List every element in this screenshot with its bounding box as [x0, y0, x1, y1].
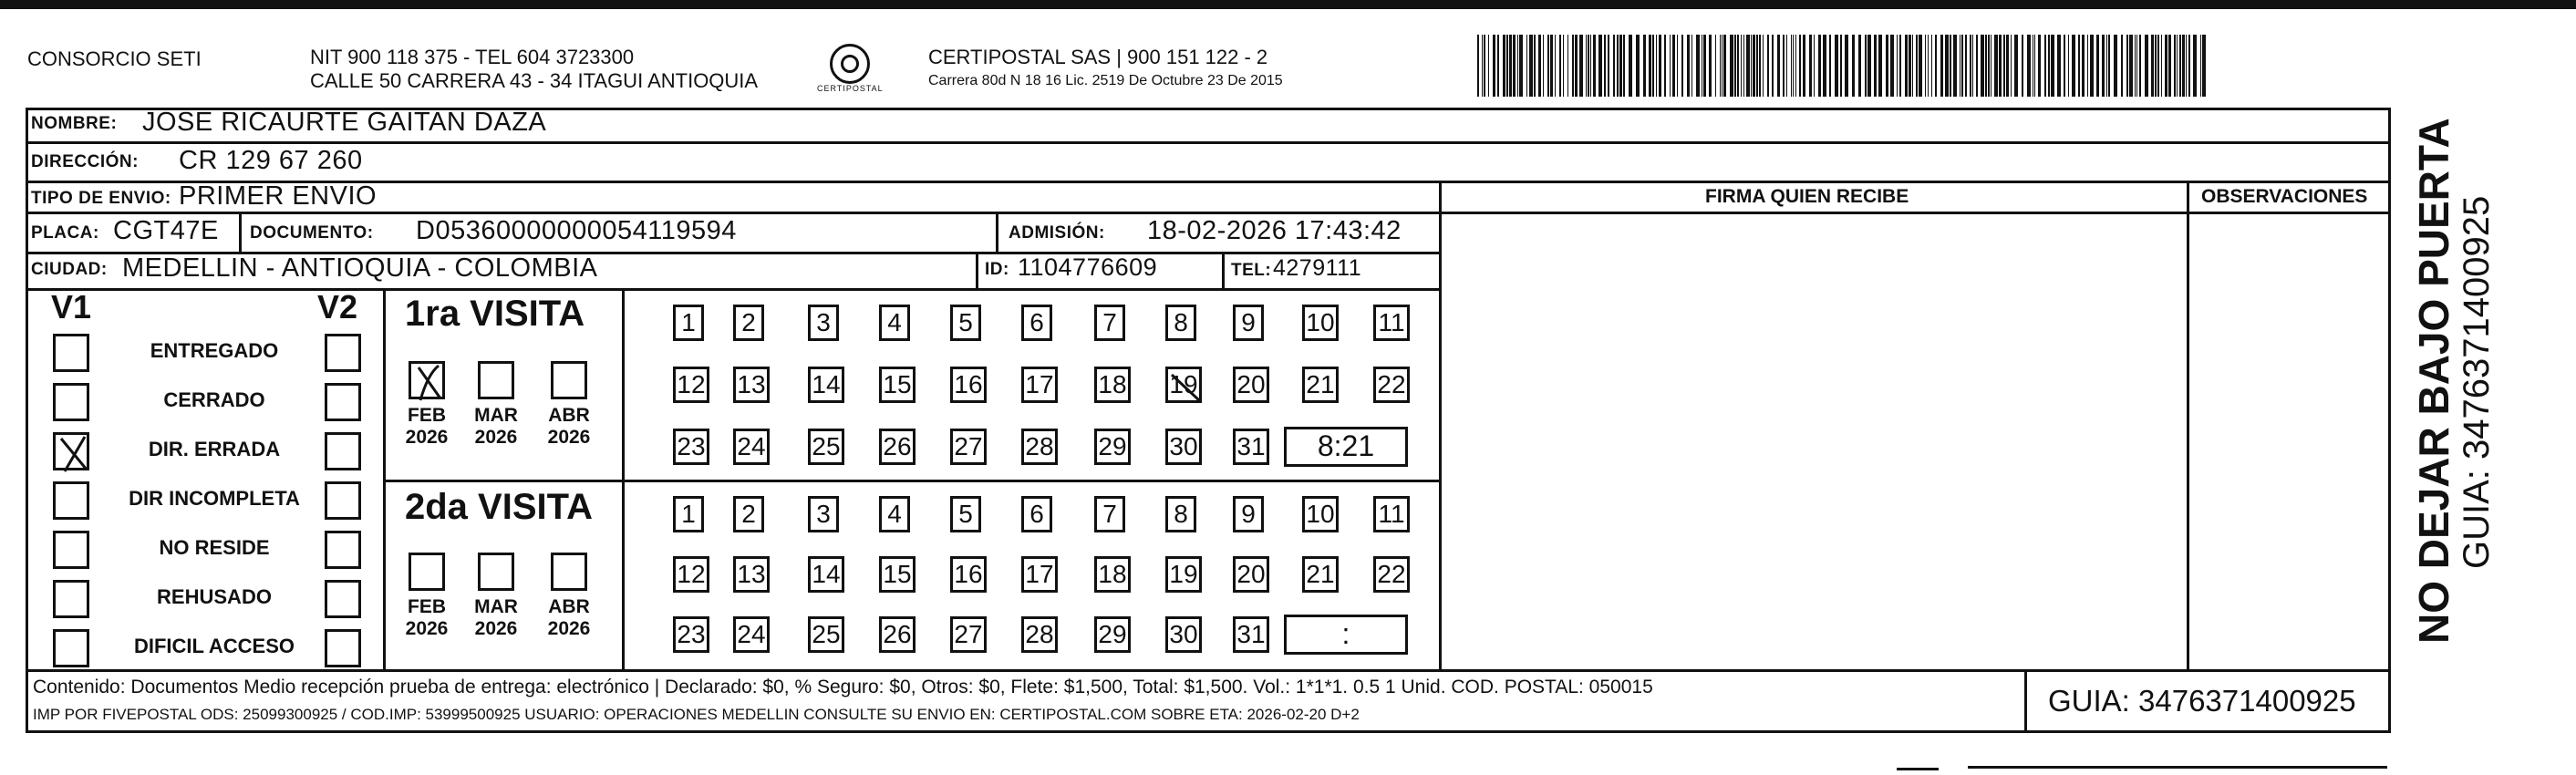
- placa-value: CGT47E: [113, 216, 219, 245]
- day-box[interactable]: 9: [1233, 496, 1264, 532]
- day-box[interactable]: 21: [1302, 367, 1339, 403]
- v2-checkbox[interactable]: [325, 432, 361, 470]
- day-box[interactable]: 5: [950, 496, 981, 532]
- day-box[interactable]: 4: [879, 305, 910, 341]
- day-box[interactable]: 28: [1021, 616, 1058, 653]
- day-box[interactable]: 28: [1021, 429, 1058, 465]
- status-reason-label: CERRADO: [163, 388, 265, 411]
- month-label: [540, 596, 598, 640]
- day-box[interactable]: 11: [1373, 305, 1410, 341]
- row-divider: [26, 181, 2391, 183]
- day-box[interactable]: 23: [673, 429, 709, 465]
- guide-form: [26, 108, 2391, 733]
- day-box[interactable]: 26: [879, 429, 916, 465]
- month-name: MAR: [474, 596, 518, 617]
- day-box[interactable]: 31: [1233, 616, 1269, 653]
- v1-checkbox[interactable]: [53, 383, 89, 421]
- day-box[interactable]: 30: [1165, 429, 1202, 465]
- day-box[interactable]: 16: [950, 556, 987, 593]
- day-box[interactable]: 30: [1165, 616, 1202, 653]
- month-checkbox[interactable]: [478, 361, 514, 399]
- v1-checkbox[interactable]: [53, 432, 89, 470]
- col-divider: [1222, 252, 1225, 288]
- month-checkbox[interactable]: [478, 553, 514, 591]
- imp-line: IMP POR FIVEPOSTAL ODS: 25099300925 / COD.IMP: 53999500925 USUARIO: OPERACIONES MEDELLIN CONSULTE SU ENVIO EN: CERTIPOSTAL.COM SOBRE ETA: 2026-02-20 D+2: [33, 706, 1360, 723]
- day-box[interactable]: 11: [1373, 496, 1410, 532]
- day-box[interactable]: 6: [1021, 305, 1052, 341]
- status-reason-label: REHUSADO: [157, 585, 272, 608]
- admision-value: 18-02-2026 17:43:42: [1147, 216, 1402, 245]
- month-year: 2026: [474, 427, 518, 448]
- row-divider: [26, 141, 2391, 144]
- day-box[interactable]: 25: [808, 616, 844, 653]
- first-visit-title: 1ra VISITA: [405, 294, 585, 334]
- status-reason-label: DIFICIL ACCESO: [133, 635, 295, 657]
- month-year: 2026: [474, 618, 518, 639]
- documento-label: DOCUMENTO:: [250, 223, 374, 243]
- month-checkbox[interactable]: [409, 553, 445, 591]
- v1-checkbox[interactable]: [53, 629, 89, 667]
- day-box[interactable]: 19: [1165, 367, 1202, 403]
- tel-label: TEL:: [1231, 261, 1272, 280]
- ciudad-label: CIUDAD:: [31, 260, 108, 279]
- contenido-line: Contenido: Documentos Medio recepción prueba de entrega: electrónico | Declarado: $0, % Seguro: $0, Otros: $0, Flete: $1,500, Total: $1,500. Vol.: 1*1*1. 0.5 1 Unid. COD. POSTAL: 050015: [33, 677, 1653, 698]
- v1-checkbox[interactable]: [53, 481, 89, 520]
- day-box[interactable]: 19: [1165, 556, 1202, 593]
- month-label: [540, 405, 598, 449]
- admision-label: ADMISIÓN:: [1009, 223, 1105, 243]
- v2-label: V2: [317, 288, 358, 326]
- month-name: MAR: [474, 405, 518, 426]
- month-year: 2026: [405, 618, 449, 639]
- month-checkbox[interactable]: [551, 553, 587, 591]
- day-box[interactable]: 24: [733, 429, 770, 465]
- day-box[interactable]: 22: [1373, 556, 1410, 593]
- day-box[interactable]: 13: [733, 367, 770, 403]
- day-box[interactable]: 1: [673, 496, 704, 532]
- firma-label: FIRMA QUIEN RECIBE: [1705, 186, 1909, 207]
- second-visit-title: 2da VISITA: [405, 487, 593, 527]
- nombre-value: JOSE RICAURTE GAITAN DAZA: [142, 108, 547, 137]
- day-box[interactable]: 8: [1165, 496, 1196, 532]
- nit-line: NIT 900 118 375 - TEL 604 3723300: [310, 46, 635, 68]
- day-box[interactable]: 12: [673, 556, 709, 593]
- day-box[interactable]: 5: [950, 305, 981, 341]
- v2-checkbox[interactable]: [325, 629, 361, 667]
- side-guia-text: GUIA: 3476371400925: [2457, 195, 2497, 569]
- day-box[interactable]: 18: [1094, 367, 1131, 403]
- logo-text: CERTIPOSTAL: [817, 84, 884, 93]
- day-box[interactable]: 10: [1302, 496, 1339, 532]
- day-box[interactable]: 25: [808, 429, 844, 465]
- guia-box: GUIA: 3476371400925: [2048, 684, 2356, 718]
- month-name: FEB: [408, 596, 446, 617]
- day-box[interactable]: 21: [1302, 556, 1339, 593]
- barcode-gap: [2206, 35, 2209, 97]
- day-box[interactable]: 2: [733, 305, 764, 341]
- month-name: FEB: [408, 405, 446, 426]
- month-checkbox[interactable]: [409, 361, 445, 399]
- month-name: ABR: [548, 596, 590, 617]
- visit-time-box[interactable]: 8:21: [1284, 427, 1408, 467]
- day-box[interactable]: 13: [733, 556, 770, 593]
- visit-time-box[interactable]: :: [1284, 615, 1408, 655]
- day-box[interactable]: 10: [1302, 305, 1339, 341]
- direccion-label: DIRECCIÓN:: [31, 152, 139, 171]
- day-box[interactable]: 18: [1094, 556, 1131, 593]
- certipostal-line: CERTIPOSTAL SAS | 900 151 122 - 2: [928, 46, 1268, 68]
- col-divider: [2024, 669, 2027, 733]
- tel-value: 4279111: [1273, 255, 1362, 281]
- month-name: ABR: [548, 405, 590, 426]
- day-box[interactable]: 12: [673, 367, 709, 403]
- month-checkbox[interactable]: [551, 361, 587, 399]
- row-divider: [26, 669, 2391, 672]
- status-reason-label: NO RESIDE: [159, 536, 270, 559]
- day-box[interactable]: 29: [1094, 616, 1131, 653]
- barcode-icon: [1477, 35, 2216, 97]
- status-reason-label: DIR INCOMPLETA: [129, 487, 300, 510]
- v2-checkbox[interactable]: [325, 481, 361, 520]
- day-box[interactable]: 15: [879, 556, 916, 593]
- day-box[interactable]: 8: [1165, 305, 1196, 341]
- placa-label: PLACA:: [31, 223, 99, 243]
- nombre-label: NOMBRE:: [31, 114, 118, 133]
- direccion-value: CR 129 67 260: [179, 146, 363, 175]
- day-box[interactable]: 9: [1233, 305, 1264, 341]
- day-box[interactable]: 1: [673, 305, 704, 341]
- day-box[interactable]: 3: [808, 496, 839, 532]
- day-box[interactable]: 3: [808, 305, 839, 341]
- month-label: [398, 405, 456, 449]
- col-divider: [622, 288, 625, 669]
- id-label: ID:: [985, 260, 1009, 279]
- month-label: [467, 596, 525, 640]
- day-box[interactable]: 31: [1233, 429, 1269, 465]
- day-box[interactable]: 26: [879, 616, 916, 653]
- day-box[interactable]: 15: [879, 367, 916, 403]
- day-box[interactable]: 14: [808, 556, 844, 593]
- day-box[interactable]: 24: [733, 616, 770, 653]
- day-box[interactable]: 6: [1021, 496, 1052, 532]
- day-box[interactable]: 2: [733, 496, 764, 532]
- top-border-line: [0, 0, 2576, 9]
- month-year: 2026: [405, 427, 449, 448]
- day-box[interactable]: 7: [1094, 496, 1125, 532]
- v1-checkbox[interactable]: [53, 580, 89, 618]
- scan-mark: [1897, 768, 1939, 770]
- day-box[interactable]: 22: [1373, 367, 1410, 403]
- day-box[interactable]: 20: [1233, 556, 1269, 593]
- day-box[interactable]: 7: [1094, 305, 1125, 341]
- tipo-envio-label: TIPO DE ENVIO:: [31, 189, 171, 208]
- v1-label: V1: [51, 288, 92, 326]
- month-label: [398, 596, 456, 640]
- col-divider: [996, 212, 998, 252]
- status-reason-label: DIR. ERRADA: [148, 438, 281, 460]
- scan-mark: [1968, 766, 2387, 769]
- address-line: CALLE 50 CARRERA 43 - 34 ITAGUI ANTIOQUIA: [310, 69, 759, 92]
- month-year: 2026: [547, 427, 591, 448]
- v2-checkbox[interactable]: [325, 580, 361, 618]
- col-divider: [383, 288, 386, 669]
- certipostal-logo-icon: [830, 44, 870, 84]
- tipo-envio-value: PRIMER ENVIO: [179, 181, 378, 211]
- v1-checkbox[interactable]: [53, 334, 89, 372]
- col-divider: [239, 212, 242, 252]
- day-box[interactable]: 27: [950, 429, 987, 465]
- v2-checkbox[interactable]: [325, 383, 361, 421]
- v2-checkbox[interactable]: [325, 334, 361, 372]
- ciudad-value: MEDELLIN - ANTIOQUIA - COLOMBIA: [122, 253, 598, 283]
- month-year: 2026: [547, 618, 591, 639]
- day-box[interactable]: 20: [1233, 367, 1269, 403]
- col-divider: [1439, 181, 1442, 669]
- day-box[interactable]: 27: [950, 616, 987, 653]
- row-divider: [26, 212, 2391, 214]
- license-line: Carrera 80d N 18 16 Lic. 2519 De Octubre 23 De 2015: [928, 73, 1283, 88]
- v1-checkbox[interactable]: [53, 531, 89, 569]
- no-dejar-text: NO DEJAR BAJO PUERTA: [2410, 118, 2457, 644]
- observaciones-label: OBSERVACIONES: [2201, 186, 2368, 207]
- col-divider: [2187, 181, 2189, 669]
- visit-divider: [383, 480, 1439, 482]
- day-box[interactable]: 14: [808, 367, 844, 403]
- status-reason-label: ENTREGADO: [150, 339, 279, 362]
- id-value: 1104776609: [1018, 253, 1158, 281]
- day-box[interactable]: 4: [879, 496, 910, 532]
- month-label: [467, 405, 525, 449]
- documento-value: D05360000000054119594: [416, 216, 737, 245]
- day-box[interactable]: 23: [673, 616, 709, 653]
- day-box[interactable]: 29: [1094, 429, 1131, 465]
- v2-checkbox[interactable]: [325, 531, 361, 569]
- day-box[interactable]: 17: [1021, 556, 1058, 593]
- row-divider: [26, 288, 1439, 291]
- day-box[interactable]: 17: [1021, 367, 1058, 403]
- day-box[interactable]: 16: [950, 367, 987, 403]
- col-divider: [976, 252, 978, 288]
- company-name: CONSORCIO SETI: [27, 47, 202, 70]
